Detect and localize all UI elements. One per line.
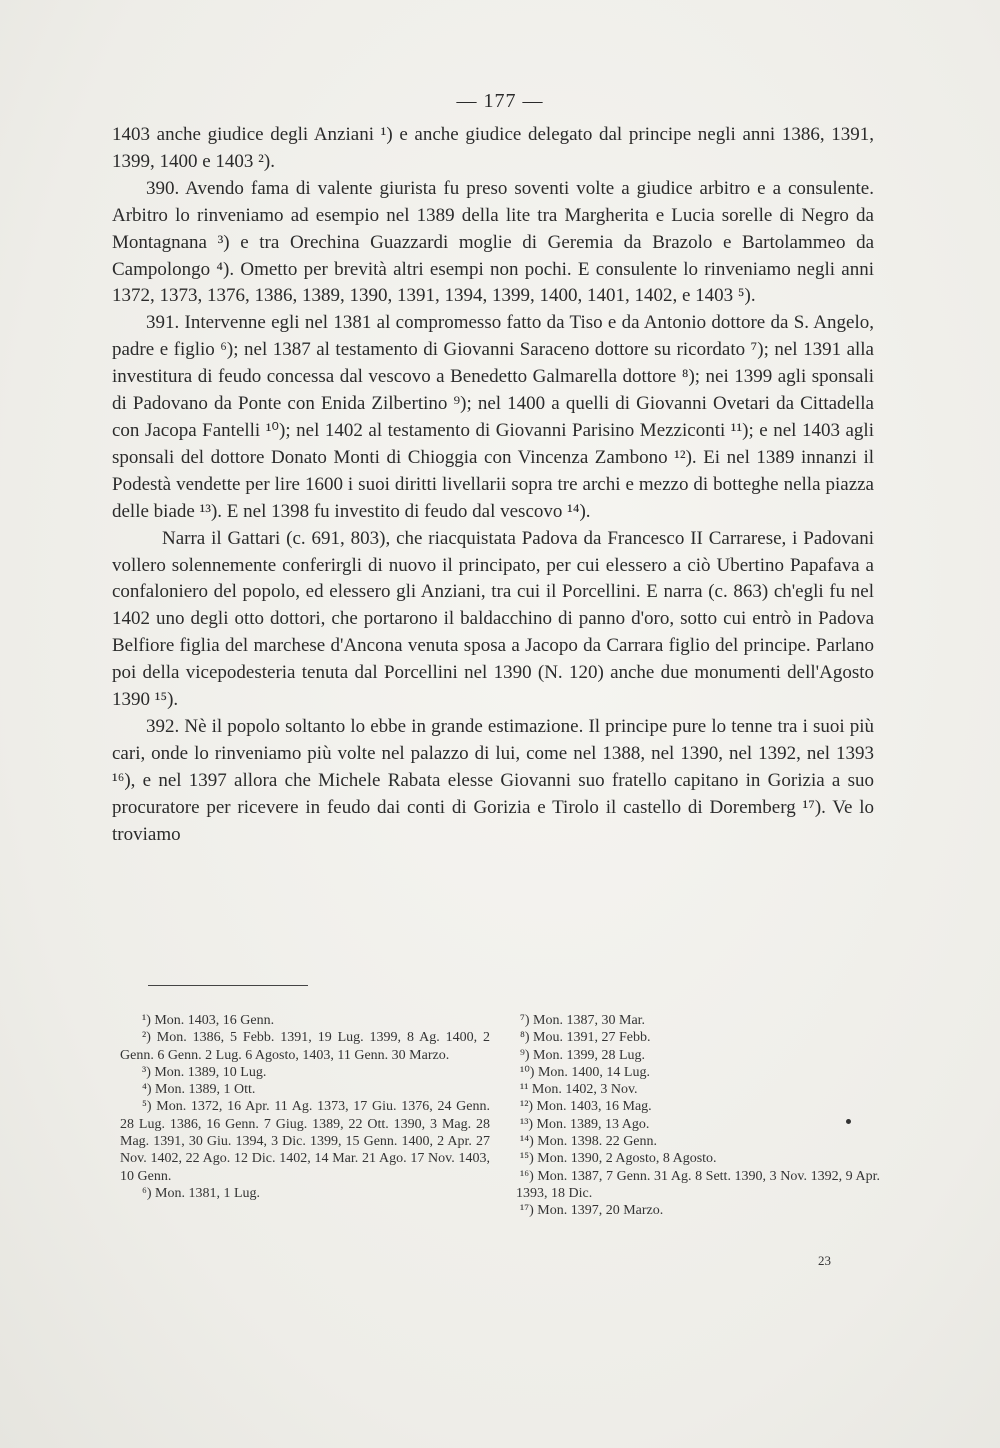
footnote-1: ¹) Mon. 1403, 16 Genn. xyxy=(142,1013,275,1028)
footnote-16: ¹⁶) Mon. 1387, 7 Genn. 31 Ag. 8 Sett. 1390, 3 Nov. 1392, 9 Apr. 1393, 18 Dic. xyxy=(516,1168,880,1201)
footnote-7: ⁷) Mon. 1387, 30 Mar. xyxy=(520,1013,646,1028)
footnote-15: ¹⁵) Mon. 1390, 2 Agosto, 8 Agosto. xyxy=(520,1151,717,1167)
footnote-8: ⁸) Mou. 1391, 27 Febb. xyxy=(520,1030,651,1046)
signature-mark: 23 xyxy=(818,1253,831,1268)
footnote-10: ¹⁰) Mon. 1400, 14 Lug. xyxy=(520,1064,650,1080)
footnote-3: ³) Mon. 1389, 10 Lug. xyxy=(142,1064,267,1080)
page-number: — 177 — xyxy=(456,90,544,112)
footnote-2: ²) Mon. 1386, 5 Febb. 1391, 19 Lug. 1399, 8 Ag. 1400, 2 Genn. 6 Genn. 2 Lug. 6 Agosto, 1403, 11 Genn. 30 Marzo. xyxy=(120,1030,490,1063)
footnote-9: ⁹) Mon. 1399, 28 Lug. xyxy=(520,1047,646,1063)
footnote-11: ¹¹ Mon. 1402, 3 Nov. xyxy=(520,1082,638,1098)
footnote-5: ⁵) Mon. 1372, 16 Apr. 11 Ag. 1373, 17 Giu. 1376, 24 Genn. 28 Lug. 1386, 16 Genn. 7 Giug. 1389, 22 Ott. 1390, 3 Mag. 28 Mag. 1391, 30 Giu. 1394, 3 Dic. 1399, 15 Genn. 1400, 2 Apr. 27 Nov. 1402, 22 Ago. 12 Dic. 1402, 14 Mar. 21 Ago. 17 Nov. 1403, 10 Genn. xyxy=(120,1099,490,1184)
paragraph-390: 390. Avendo fama di valente giurista fu preso soventi volte a giudice arbitro e a consulente. Arbitro lo rinveniamo ad esempio nel 1389 della lite tra Margherita e Lucia sorelle di Negro da Montagnana ³) e tra Orechina Guazzardi moglie di Geremia da Brazolo e Bartolammeo da Campolongo ⁴). Ometto per brevità altri esempi non pochi. E consulente lo rinveniamo negli anni 1372, 1373, 1376, 1386, 1389, 1390, 1391, 1394, 1399, 1400, 1401, 1402, e 1403 ⁵). xyxy=(112,177,874,307)
paragraph-continuation: 1403 anche giudice degli Anziani ¹) e anche giudice delegato dal principe negli anni 1386, 1391, 1399, 1400 e 1403 ²). xyxy=(112,124,874,172)
footnotes-right-column xyxy=(516,1012,880,1220)
footnote-divider xyxy=(148,985,308,986)
footnote-4: ⁴) Mon. 1389, 1 Ott. xyxy=(142,1082,256,1098)
footnote-13: ¹³) Mon. 1389, 13 Ago. xyxy=(520,1116,650,1132)
footnote-17: ¹⁷) Mon. 1397, 20 Marzo. xyxy=(520,1203,664,1219)
footnotes-left-column xyxy=(120,1012,490,1202)
printer-mark-dot xyxy=(846,1119,851,1124)
footnote-12: ¹²) Mon. 1403, 16 Mag. xyxy=(520,1099,652,1115)
paragraph-391: 391. Intervenne egli nel 1381 al compromesso fatto da Tiso e da Antonio dottore da S. Angelo, padre e figlio ⁶); nel 1387 al testamento di Giovanni Saraceno dottore su ricordato ⁷); nel 1391 alla investitura di feudo concessa dal vescovo a Benedetto Galmarella dottore ⁸); nei 1399 agli sponsali di Padovano da Ponte con Enida Zilbertino ⁹); nel 1400 a quelli di Giovanni Ovetari da Cittadella con Jacopa Fantelli ¹⁰); nel 1402 al testamento di Giovanni Parisino Mezziconti ¹¹); e nel 1403 agli sponsali del dottore Donato Monti di Chioggia con Vincenza Zambono ¹²). Ei nel 1389 innanzi il Podestà vendette per lire 1600 i suoi diritti livellarii sopra tre archi e mezzo di botteghe nella piazza delle biade ¹³). E nel 1398 fu investito di feudo dal vescovo ¹⁴). xyxy=(112,312,874,522)
footnote-6: ⁶) Mon. 1381, 1 Lug. xyxy=(142,1185,261,1201)
paragraph-392: 392. Nè il popolo soltanto lo ebbe in grande estimazione. Il principe pure lo tenne tra i suoi più cari, onde lo rinveniamo più volte nel palazzo di lui, come nel 1388, nel 1390, nel 1392, nel 1393 ¹⁶), e nel 1397 allora che Michele Rabata elesse Giovanni suo fratello capitano in Gorizia a suo procuratore per ricevere in feudo dai conti di Gorizia e Tirolo il castello di Doremberg ¹⁷). Ve lo troviamo xyxy=(112,715,874,845)
main-text xyxy=(112,122,874,848)
footnote-14: ¹⁴) Mon. 1398. 22 Genn. xyxy=(520,1134,658,1150)
paragraph-gattari: Narra il Gattari (c. 691, 803), che riacquistata Padova da Francesco II Carrarese, i Padovani vollero solennemente conferirgli di nuovo il principato, per cui elessero a ciò Ubertino Papafava a confaloniero del popolo, ed elessero gli Anziani, tra cui il Porcellini. E narra (c. 863) ch'egli fu nel 1402 uno degli otto dottori, che portarono il baldacchino di panno d'oro, sotto cui entrò in Padova Belfiore figlia del marchese d'Ancona venuta sposa a Jacopo da Carrara figlio del principe. Parlano poi della vicepodesteria tenuta dal Porcellini nel 1390 (N. 120) anche due monumenti dell'Agosto 1390 ¹⁵). xyxy=(112,527,874,711)
